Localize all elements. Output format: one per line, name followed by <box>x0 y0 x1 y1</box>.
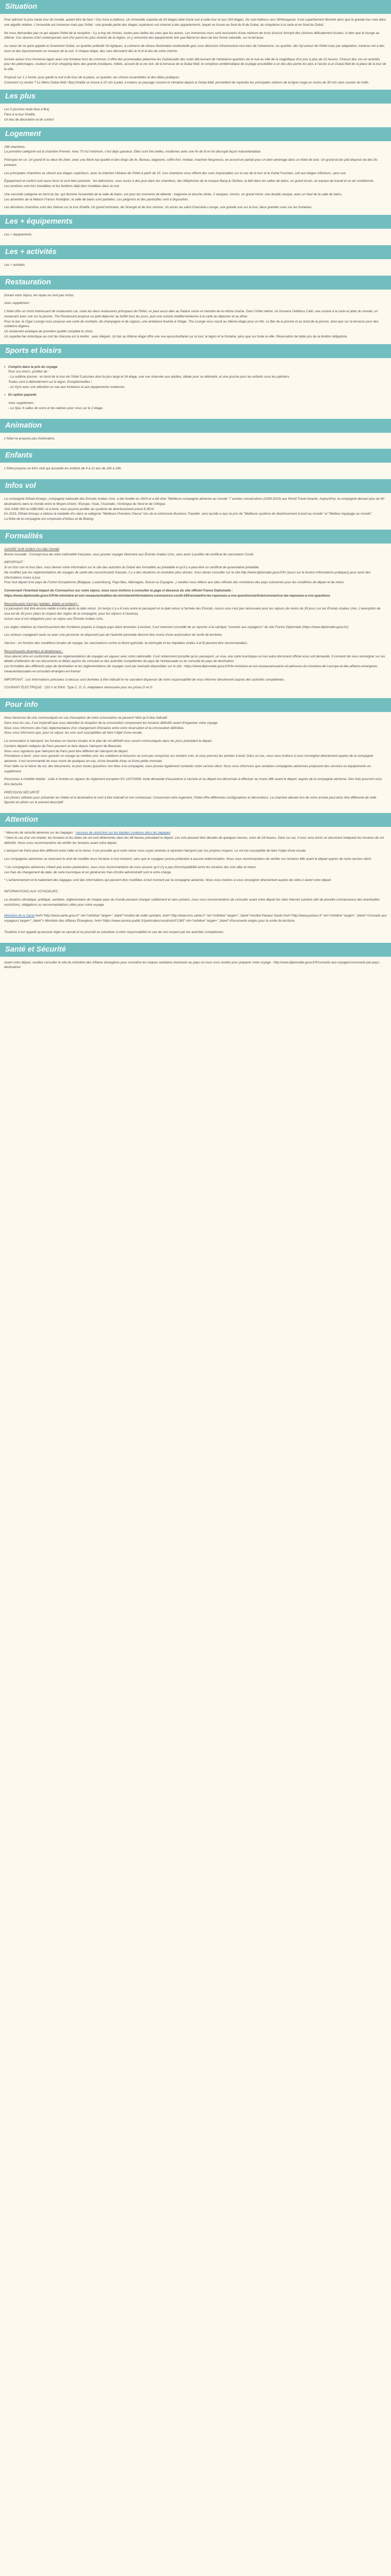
paragraph: Les formalités des différents pays de destination et les réglementations de voyages sont par exemple disponibles sur le site : https://www.diplomatie.gouv.fr/fr/le-ministere-et-son-reseau/annuaires-et-adresses-du-ministere-de-l-europe-et-des-affaires-etrangeres-meae/ambassades-et-consulats-etrangers-en-france/ <box>4 665 379 673</box>
paragraph: Avant votre départ, veuillez consulter le site du ministère des Affaires étrangères pour connaître les risques sanitaires éventuels au pays où vous vous rendez pour préparer votre voyage : http://www.diplomatie.gouv.fr/fr/conseils-aux-voyageurs/conseils-par-pays-destination/ <box>4 960 380 970</box>
section-body <box>0 463 391 479</box>
section-plus <box>0 90 391 127</box>
section-title: Santé et Sécurité <box>0 943 391 957</box>
paragraph-text: * Mesures de sécurité aérienne sur les bagages : <box>4 831 75 835</box>
section-body <box>0 827 391 943</box>
section-body <box>0 358 391 419</box>
paragraph: - Le Spa, 6 salles de soins et de cabines pour vous sur le 2 étage. <box>8 406 104 410</box>
section-body <box>0 290 391 344</box>
section-body <box>0 712 391 813</box>
section-body <box>0 104 391 127</box>
paragraph: * Dans le cas d'un vol charter, les horaires et les dates de vol sont déterminés dans les 48 heures précédant le départ. Les vols peuvent être décalés de quelques heures, voire de 24 heures. Dans ce cas, il vous sera remis un document indiquant les horaires de vol définitifs. Nous vous recommandons de vérifier les horaires avant votre départ. <box>4 836 384 845</box>
paragraph: Au coeur de ce quire appelle le Downtown Dubai, un quartier prébuité l'ét égtiques, à contrarre de vitraux illumination embouteille guis sous découvre infrastructure tout bars de l'urbanisme. Au quartier, dès hyl autour de l'hôtel mais par adaptation, traverse ont à des tours et des façonnements en reseaux de la nuit. À chaque étape, des rues découlent dès le lit et le lieu de votre chemin. <box>4 44 385 53</box>
paragraph: L'aéroport de Paris peut être différent entre l'aller et le retour. Il est possible qu'à votre retour vous soyez amenés à rejoindre l'aéroport par vos propres moyens. Le vol est susceptible de faire l'objet d'une escale. <box>4 849 307 853</box>
paragraph: COURANT ÉLECTRIQUE : 220 V et 50Hz. Type C, D, G. Adaptateur nécessaire pour les prises D et G. <box>4 686 153 690</box>
paragraph: Toutefois il est rappelé qu'aucune règle ne saurait et ne pourrait se substituer à votre responsabilité en cas de non-respect par les autorités compétentes. <box>4 930 224 934</box>
paragraph: * L'acheminement et le traitement des bagages sont des informations qui peuvent être modifiées à tout moment par la compagnie aérienne. Nous vous invitons à vous renseigner directement auprès de celle-ci avant votre départ. <box>4 878 332 883</box>
paragraph: IMPORTANT : Les informations précisées ci-dessus sont données à titre indicatif et ne sauraient dispenser de votre responsabilité de vous informer directement auprès des autorités compétentes. <box>4 677 285 682</box>
paragraph: La compagnie Etihad Airways, compagnie nationale des Emirats Arabes Unis, a été fondée en 2003 et a été élue "Meilleure compagnie aérienne au monde" 7 années consécutives (2009-2015) aux World Travel Awards. Aujourd'hui, la compagnie dessert plus de 90 destinations dans le monde entre le Moyen-Orient, l'Europe, l'Asie, l'Australie, l'Amérique du Nord et de l'Afrique. <box>4 497 384 506</box>
liquids-restriction-link[interactable]: mesures de restriction sur les liquides contenus dans les bagages <box>75 831 171 835</box>
paragraph: Les dernières chambres sont des Deluxe sur la tour Khalifa. Un grand luminaire, de l'énergie et de bon volume. Un accès au salon Executive Lounge, une grande vue sur la tour, deux grandes vues sur les fontaines. <box>4 206 313 210</box>
section-title: Les plus <box>0 90 391 104</box>
section-title: Situation <box>0 0 391 14</box>
paragraph: Vaccins : en fonction des conditions locales de voyage, les vaccinations contre la fièvre typhoïde, la méningite et les hépatites virales A et B peuvent être recommandées. <box>4 641 248 645</box>
paragraph: Un superbe bar éclectique au roof de chacune est à rendre : avec élégant. Un bar au 63ème étage offre une vue époustouflante sur la tour, le lagon et la fontaine, ainsi que sur toute la ville. Réservation de table prix de la fenêtre obligatoire. <box>4 334 348 338</box>
section-title: Les + activités <box>0 245 391 259</box>
paragraph: Toutes sont à débordement sur le lagon. Exceptionnelles ! <box>8 380 92 384</box>
section-body <box>0 259 391 276</box>
paragraph: Équipement et confort sont aussi bons et sont bien présents : les télévisions, vous accès à des jeux dans les chambres, des téléphones de la marque Bang & Olufsen, la télé dans les salles de bains, un grand écran, un espace de travail et un air conditionné. <box>4 179 374 183</box>
paragraph: Nous vous signalons que l'aéroport de Paris peut être différent de l'aéroport de départ. <box>4 749 128 753</box>
health-ministry-link[interactable]: Ministère de la Santé <box>4 914 35 918</box>
section-title: Logement <box>0 127 391 141</box>
paragraph: La première catégorie est la chambre Premier. Avec 70 m2 minimum, c'est déjà spacieux. Elles sont très belles, modernes avec une fin de lit en lin découpé façon maisonlandaise. <box>4 150 262 154</box>
paragraph: - un Gym avec une attention ou vue aux fontaines et aux équipements modernes. <box>8 385 126 389</box>
section-title: Pour info <box>0 698 391 712</box>
paragraph: Proposé sur 1.1 terme, pour garde la nuit à de tous de la place, un quartier, les choses essentielles et des idées pratiques. <box>4 75 180 79</box>
list-item: Face à la tour Khalifa <box>4 113 35 116</box>
paragraph: Pour vos loisirs, profitez de : <box>8 370 50 374</box>
section-restauration <box>0 276 391 344</box>
paragraph: Ressortissants français (adultes, bébés et enfants) : <box>4 602 79 606</box>
paragraph: Personnes à mobilité réduite : suite à l'entrée en vigueur du règlement européen EU 1107/2006, toute demande d'assistance à l'arrivée et au départ est désormais à effectuer au moins 48h avant le départ, auprès de la compagnie aérienne. Des frais pourront vous être facturés. <box>4 777 382 786</box>
section-sports <box>0 344 391 419</box>
paragraph: Les photos utilisées pour présenter les hôtels et la destination le sont à titre indicatif et non contractuel. Concernant votre logement, l'hôtel offre différentes configurations et décorations. La chambre allouée lors de votre arrivée peut donc être différente de celle figurant en photo sur le présent descriptif. <box>4 795 377 805</box>
paragraph: - La sublime piscine : en bord de la tour de l'hôtel 5 piscines dont la plus large le 24 étage, une vue réservée aux adultes, idéale pour se détendre, et une piscine pour les enfants sous les palmiers. <box>8 375 290 379</box>
section-situation <box>0 0 391 90</box>
paragraph: Un restaurant asiatique de première qualité complète le choix. <box>4 330 93 333</box>
list-item: Les 5 piscines reste face à Burj <box>4 108 50 112</box>
section-logement <box>0 127 391 215</box>
section-equipements <box>0 215 391 245</box>
paragraph: Nous vous informons que, pour ce séjour, les vols sont susceptibles de faire l'objet d'une escale. <box>4 731 143 735</box>
section-formalites <box>0 530 391 698</box>
section-title: Les + équipements <box>0 215 391 229</box>
paragraph: Les compagnies aériennes se réservent le droit de modifier leurs horaires à tout moment, sans que le voyageur puisse prétendre à aucune indemnisation. Nous vous recommandons de vérifier vos horaires 48h avant le départ auprès de notre service client. <box>4 857 372 861</box>
paragraph: Les + activités <box>4 263 25 267</box>
section-sante <box>0 943 391 975</box>
paragraph <box>4 831 387 836</box>
section-title: Formalités <box>0 530 391 544</box>
paragraph: Les lumières sont très travaillées et les fenêtres déjà bien installées dans la nuit. <box>4 184 120 188</box>
paragraph: La convocation à l'aéroport, les horaires en heures locales et le plan de vol définitif vous seront communiqués dans les jours précédant le départ. <box>4 739 213 743</box>
paragraph: Pour admirer la plus haute tour du monde, autant être de face ! Ces Ama à Address. Un immeuble superbe de 63 étages doté d'une vue à cette tour et aux 163 étages. De sud-Address vers Whiteopposé. Il est superbement illuminé alors que le grande tour voie dans une aiguille relative. L'immeuble est immense mais pas l'hôtel : une grande partie des étages supérieurs est réservé à des appartements, lequel se trouve au fond du lit de Dubai, du cinquième à la carte et en fond du Dubaï. <box>4 18 386 27</box>
section-body <box>0 229 391 245</box>
paragraph: Les frais de changement de date, de carte touristique et en général les frais d'ordre administratif sont à votre charge. <box>4 870 172 874</box>
bullet-heading: • Compris dans le prix du voyage <box>4 365 387 370</box>
paragraph: Comment s'y rendre ? Le Metro Dubai Mall / Burj Khalifa se trouve à 15 min à pied, à travers un passage couvert et climatisé depuis le Dubai Mall, permettant de rejoindre les principales stations de la ligne rouge en moins de 30 min sans soucier du trafic. <box>4 80 369 84</box>
section-infos-vol <box>0 479 391 530</box>
list-item: Un lieu de décoration et de confort <box>4 117 54 122</box>
paragraph: Bonne nouvelle : Concept tous de votre nationalité française, vous pouvez voyager librement aux Émirats Arabes Unis, sans avoir à justifier de certificat de vaccination Covid. <box>4 552 254 556</box>
paragraph: Certains départs indiqués de Paris peuvent se faire depuis l'aéroport de Beauvais. <box>4 744 123 748</box>
paragraph: Les mineurs voyageant seuls ou avec une personne ne disposant pas de l'autorité parentale devront être munis d'une autorisation de sortie de territoire. <box>4 633 223 637</box>
section-activites <box>0 245 391 276</box>
paragraph: 196 chambres. <box>4 145 26 149</box>
paragraph-text: href="http://www.sante.gouv.fr" rel="nofollow" target="_blank">Institut de veille sanitaire, href="http://www.invs.sante.fr" rel="nofollow" target="_blank">Institut Pasteur Santé href="http://www.pasteur.fr" rel="nofollow" target="_blank">Conseils aux voyageurs target="_blank"> Ministère des Affaires Étrangères, href="https://www.service-public.fr/particuliers/vosdroits/F1365" rel="nofollow" target="_blank">Documents exigés pour la sortie du territoire. <box>4 914 387 923</box>
section-body <box>0 141 391 215</box>
section-body <box>0 493 391 530</box>
section-body <box>0 14 391 90</box>
paragraph: Pour l'aller ou le retour de vol, des documents, et pour toutes questions non liées à la compagnie, vous pouvez également contacter notre service client. Nous vous informons que certaines compagnies aériennes proposent des services ou équipements en supplément. <box>4 764 371 773</box>
paragraph: La situation climatique, politique, sanitaire, réglementaire de chaque pays du monde pouvant changer subitement et sans préavis, nous vous recommandons de consulter avant votre départ les sites Internet suivants afin de prendre connaissance des éventuelles restrictions, obligations ou recommandations utiles pour votre voyage. <box>4 897 380 907</box>
section-animation <box>0 419 391 449</box>
paragraph: Vols A340-300 et A380-800, et à bord, vous pourrez profiter du système de divertissement primé E-BOX. <box>4 507 155 511</box>
paragraph: L'hôtel offre un choix intéressant de restaurants car, outre les deux restaurants principaux de l'hôtel, on peut aussi aller au Palace voisin et membre de la même chaîne. Dans l'hôtel même, on trouvera l'Address Café, une cuisine à la carte et plats du monde, un restaurant avec vue sur la piscine. The Restaurant propose un petit déjeuner au buffet tous les jours, puis une cuisine méditerranéenne à la carte au déjeuner et au dîner. <box>4 310 378 318</box>
section-title: Attention <box>0 813 391 827</box>
paragraph: INFORMATIONS AUX VOYAGEURS : <box>4 890 60 893</box>
paragraph: Aucun visa ni est obligatoire pour un séjour aux Émirats Arabes Unis. <box>4 617 104 621</box>
paragraph: Durant votre séjour, les repas ne sont pas inclus. <box>4 293 75 297</box>
paragraph: Nous vous informons des frais réglementaires d'un changement d'horaires entre votre réservation et la convocation définitive. <box>4 726 185 730</box>
paragraph: Arrivée autour d'un immense lagon avec une fontaine hors du commun, il offre des promenades pétarinne les Dubsécadis des outils découvrant de l'ambiance quartiers de la nuit au ville de la magnifique d'un jour à plus de 12 heures. Chacun des vos en activités pour les pélerinages, couleurs et d'un shopping dans des grands boutiques, hôtels, accueil de la vie noir, de la terrasse de la Dubai Mall, le complexe emblématique de la plage ensoleillée à un des des points les plus à l'accès à un Dubai Mall de la place de la tour de la ville. <box>4 57 386 71</box>
section-title: Animation <box>0 419 391 433</box>
paragraph: * Les compagnies aériennes n'étant pas toutes partenaires, nous vous recommandons de vous assurer qu'il n'y a pas d'incompatibilité entre les horaires des vols aller et retour. <box>4 865 257 869</box>
paragraph: Le passeport doit être encore valide à notre après la date retour. Un temps il y a 6 mois entre le passeport et la date retour à l'arrivée des Émirats. Aucun visa n'est pas nécessaire pour les séjours de moins de 30 jours sur les Émirats Arabes Unis. L'exemption de visa est de 30 jours (dans le respect des règles de la compagnie, pour les séjours à l'avance). <box>4 607 381 616</box>
paragraph: Ne modifiez pas les réglementations de voyages de santé des ressortissants français, il y a des situations en évolution plus strictes. Vous devez consulter sur le site http://www.diplomatie.gouv.fr/fr/ (aussi sur le bouton informations pratiques) pour avoir des informations mises à jour. <box>4 570 371 580</box>
section-body <box>0 544 391 698</box>
paragraph: Ressortissants étrangers et binationaux : <box>4 649 63 653</box>
paragraph: Nous facturons de vols communiqués en cas d'exception de votre convocation ne peuvent l'être qu'à titre indicatif. <box>4 716 168 720</box>
paragraph: L'hôtel propose un kid's club qui accueille les enfants de 4 à 12 ans de 10h à 18h. <box>4 467 122 471</box>
paragraph <box>4 913 387 924</box>
section-attention <box>0 813 391 943</box>
paragraph: Avec supplément : <box>4 301 31 306</box>
paragraph: Prestations à bord : pour vous garantir un voyage au meilleur prix, les collations et boissons ne sont pas comprises sur certains vols, et vous pourrez les acheter à bord. Dans ce cas, nous vous invitons à vous renseigner directement auprès de la compagnie aérienne. Il est recommandé de vous munir de quelques en-cas, d'une bouteille d'eau et d'une petite monnaie. <box>4 754 373 763</box>
bullet-heading: • En option payante <box>4 393 387 398</box>
paragraph: Dans tous les cas, il est impératif que vous attendiez la réception de la convocation comprenant les horaires définitifs avant d'organiser votre voyage. <box>4 721 219 725</box>
section-title: Sports et loisirs <box>0 344 391 358</box>
paragraph: Si un d'un voir et tous bien, vous devrez votre information sur le site des autorités du Dubaï des formalités au préalable et qu'il y a peut-être un certificat de quarantaine préalable. <box>4 566 260 569</box>
paragraph: Ne nous demandez pas ce qui sépare l'hôtel de la réception : il y a trop de choses, toutes plus belles les unes que les autres. Les immenses murs sont recouverts d'une ceinture de trous bruissé formant des cloisons délicatement tissées, si bien que le lounge au 24ème. Ces œuvres d'art contemporain sont d'ici parmi les plus récents de la région, on y rencontre des équipements tels que Barrel en deux de leur forme naturelle, sur la terrasse. <box>4 31 380 40</box>
paragraph: IMPORTANT : <box>4 561 25 565</box>
section-body <box>0 957 391 975</box>
paragraph: Les règles relatives au franchissement des frontières propres à chaque pays étant amenées à évoluer, il est vivement conseillé de se reporter à la rubrique "conseils aux voyageurs" du site France Diplomatie (https://www.diplomatie.gouv.fr/). <box>4 625 349 629</box>
paragraph: Une seconde catégorie en bord du lac, qui illumine l'ensemble de la salle de bains, est pour les moments de détente : baignoire et douche vitrée, 2 vasques, miroirs, un grand miroir, une double vasque, avec un haut de la salle de bains. <box>4 192 343 196</box>
paragraph: AVIS/ÉE SUR DUBAI OU ABU DHABI <box>4 547 59 551</box>
paragraph: Concernant l'éventuel impact du Coronavirus sur votre séjour, nous vous invitons à consulter la page ci-dessous du site officiel France Diplomatie : <box>4 589 233 592</box>
paragraph: PRÉCISION SÉCURITÉ <box>4 790 40 794</box>
paragraph: Les + équipements <box>4 233 32 236</box>
paragraph: Vous devrez être en conformité avec les réglementations de voyages en vigueur avec votre nationalité. Il est notamment possible qu'un passeport, un visa, une carte touristique ou tout autre document officiel vous soit demandé. Il convient de vous renseigner sur les détails d'obtention de ces documents et délais auprès du consulat ou des autorités compétentes du pays de l'ambassade ou du consulat du pays de destination. <box>4 654 385 664</box>
paragraph: Les amenities de la Maison Francis Kurkdjian, la salle de bains sont parfaites. Les peignoirs et des pantoufles sont à disposition. <box>4 197 189 201</box>
section-body <box>0 433 391 449</box>
section-pour-info <box>0 698 391 813</box>
paragraph: Avec supplément : <box>8 401 35 405</box>
paragraph: La flotte de la compagnie est composée d'Airbus et de Boeing. <box>4 517 94 521</box>
section-title: Enfants <box>0 449 391 463</box>
section-title: Infos vol <box>0 479 391 493</box>
section-enfants <box>0 449 391 479</box>
paragraph: Pour le bar, le Cigar Lounge vous propose une carte de cocktails, de champagne et de cigares, une ambiance feutrée à l'étage. The Lounge vous reçoit au 24ème étage pour un thé. Le Bar de la piscine et au bord de la piscine, ainsi que sur la terrasse pour des collations légères. <box>4 319 379 329</box>
section-title: Restauration <box>0 276 391 290</box>
paragraph: Pour tout départ d'un pays de l'Union Européenne (Belgique, Luxembourg, Pays-Bas, Allemagne, Suisse ou Espagne...) veuillez vous référer aux sites officiels des ministères des pays concernés pour les conditions de départ et de retour. <box>4 581 345 585</box>
paragraph: https://www.diplomatie.gouv.fr/fr/le-ministere-et-son-reseau/actualites-du-ministere/informations-coronavirus-covid-19/transmettre-les-reponses-a-vos-questions/article/coronavirus-les-reponses-a-vos-questions <box>4 594 330 598</box>
paragraph: En 2015, Etihad Airways a obtenu la médaille d'or dans la catégorie "Meilleure Première Classe" lors de la cérémonie Business Traveller, ainsi qu'elle a reçu le prix de "Meilleure système de divertissement à bord au monde" et "Meilleur équipage au monde". <box>4 512 373 516</box>
paragraph: Les principales chambres se situent aux étages supérieurs, avec la chambre Urbaine de l'hôtel à partir de 15. Ces chambres vous offrent des vues imprenables sur la vue de la tour et le Dubai Fountain, soit aux étages inférieurs, sans vue. <box>4 171 347 175</box>
paragraph: Prévoyez-en un. Un grand lit ou deux lits (twin, avec une literie top qualité et des draps de lin, Bureau, baignoire, coffre-fort, minibar, machine Nespresso, en accord en parfait pour un bien aménagé dans un hôtel de luxe. Un grand écran plat disposé via des lits jumeaux. <box>4 158 378 167</box>
paragraph: L'hôtel ne propose pas d'animation. <box>4 436 56 440</box>
